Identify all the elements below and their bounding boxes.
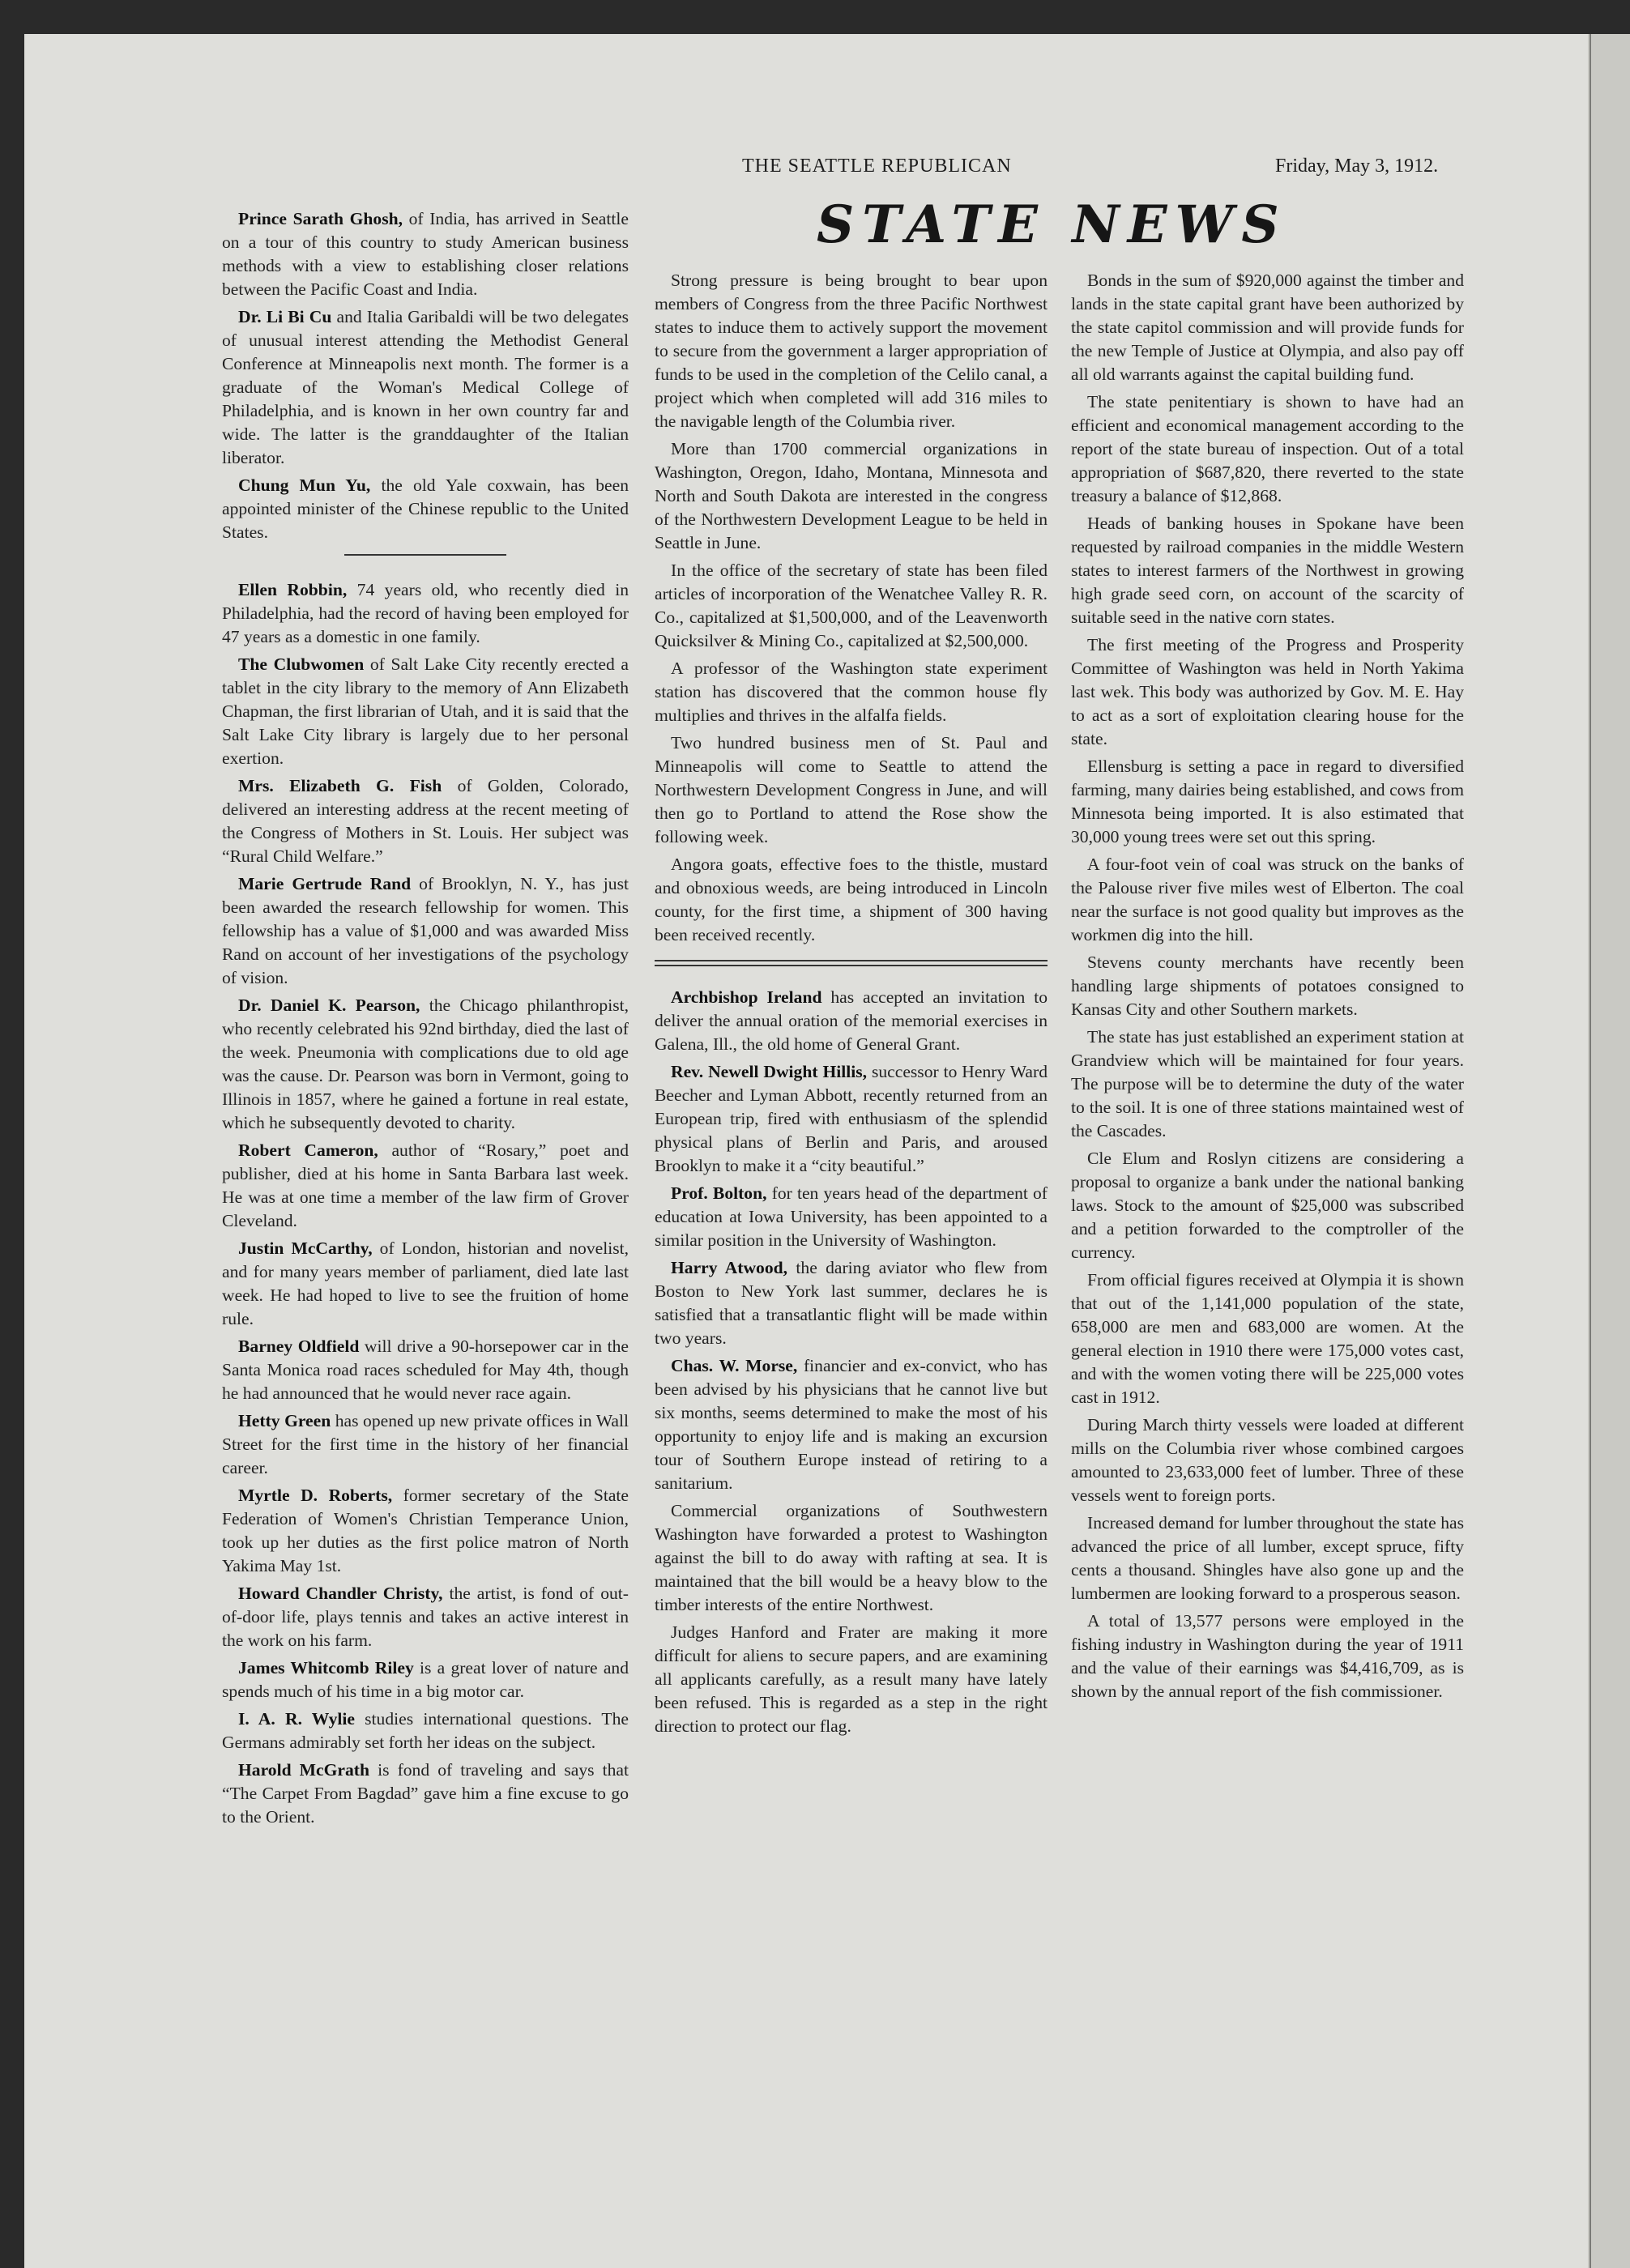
section-title: STATE NEWS [817,194,1287,255]
news-item [655,1060,1048,1178]
news-item-lead: Justin McCarthy, [238,1238,373,1258]
column-middle-block-1 [655,269,1048,947]
news-item [222,1237,629,1331]
news-item-lead: Prof. Bolton, [671,1183,767,1203]
news-item-text: will drive a 90-horsepower car in the Santa Monica road races scheduled for May 4th, though he had announced that he would never race again. [222,1336,629,1403]
news-item-text: Commercial organizations of Southwestern Washington have forwarded a protest to Washington against the bill to do away with rafting at sea. It is maintained that the bill would be a heavy blow to the timber interests of the entire Northwest. [655,1501,1048,1614]
news-item-lead: Ellen Robbin, [238,580,348,599]
news-paragraph: In the office of the secretary of state has been filed articles of incorporation of the Wenatchee Valley R. R. Co., capitalized at $1,500,000, and of the Leavenworth Quicksilver & Mining Co., capitalized at $2,500,000. [655,561,1048,650]
news-item-lead: I. A. R. Wylie [238,1709,355,1729]
news-item-lead: Dr. Li Bi Cu [238,307,332,326]
news-paragraph: The state has just established an experiment station at Grandview which will be maintained for four years. The purpose will be to determine the duty of the water to the soil. It is one of three stations maintained west of the Cascades. [1071,1027,1464,1140]
news-item-text: the daring aviator who flew from Boston to New York last summer, declares he is satisfied that a transatlantic flight will be made within two years. [655,1258,1048,1348]
news-paragraph: From official figures received at Olympia it is shown that out of the 1,141,000 population of the state, 658,000 are men and 683,000 are women. At the general election in 1910 there were 175,000 votes cast, and with the women voting there will be 225,000 votes cast in 1912. [1071,1270,1464,1407]
news-item-lead: Dr. Daniel K. Pearson, [238,995,420,1015]
news-item [222,1335,629,1405]
news-item-lead: Chung Mun Yu, [238,475,371,495]
news-item-lead: Rev. Newell Dwight Hillis, [671,1062,868,1081]
news-item [222,1139,629,1233]
news-paragraph: Angora goats, effective foes to the thistle, mustard and obnoxious weeds, are being introduced in Lincoln county, for the first time, a shipment of 300 having been received recently. [655,855,1048,944]
news-item [222,1707,629,1754]
column-left-block-1 [222,207,629,544]
news-item [222,305,629,470]
news-paragraph: Two hundred business men of St. Paul and Minneapolis will come to Seattle to attend the Northwestern Development Congress in June, and will then go to Portland to attend the Rose show the following week. [655,733,1048,846]
news-paragraph: Cle Elum and Roslyn citizens are considering a proposal to organize a bank under the national banking laws. Stock to the amount of $25,000 was subscribed and a petition forwarded to the comptroller of the currency. [1071,1149,1464,1262]
news-item-text: of Brooklyn, N. Y., has just been awarded the research fellowship for women. This fellowship has a value of $1,000 and was awarded Miss Rand on account of her investigations of the psychology of vision. [222,874,629,987]
news-item [655,986,1048,1056]
news-item-text: has accepted an invitation to deliver the annual oration of the memorial exercises in Galena, Ill., the old home of General Grant. [655,987,1048,1054]
news-paragraph: During March thirty vessels were loaded at different mills on the Columbia river whose combined cargoes amounted to 23,633,000 feet of lumber. Three of these vessels went to foreign ports. [1071,1415,1464,1505]
news-item [222,1656,629,1703]
news-item-text: of India, has arrived in Seattle on a tour of this country to study American business methods with a view to establishing closer relations between the Pacific Coast and India. [222,209,629,299]
dateline: Friday, May 3, 1912. [1275,156,1439,177]
news-item-text: former secretary of the State Federation of Women's Christian Temperance Union, took up her duties as the first police matron of North Yakima May 1st. [222,1486,629,1575]
news-item-lead: Mrs. Elizabeth G. Fish [238,776,442,795]
masthead: THE SEATTLE REPUBLICAN [742,156,1012,177]
news-item-text: studies international questions. The Germans admirably set forth her ideas on the subject. [222,1709,629,1752]
news-item [655,1256,1048,1350]
news-item-lead: Hetty Green [238,1411,331,1430]
news-item [655,1354,1048,1495]
page-edge-line [1589,34,1591,2268]
column-middle-block-2 [655,986,1048,1738]
news-item-text: of London, historian and novelist, and for many years member of parliament, died late last week. He had hoped to live to see the fruition of home rule. [222,1238,629,1328]
news-item [222,774,629,868]
news-item [222,1409,629,1480]
news-item [222,653,629,770]
column-right-block [1071,269,1464,1703]
news-item-text: author of “Rosary,” poet and publisher, died at his home in Santa Barbara last week. He was at one time a member of the law firm of Grover Cleveland. [222,1140,629,1230]
news-item-text: for ten years head of the department of education at Iowa University, has been appointed to a similar position in the University of Washington. [655,1183,1048,1250]
news-item [222,578,629,649]
news-item [222,1582,629,1652]
column-divider-rule [344,554,506,556]
news-paragraph: Bonds in the sum of $920,000 against the timber and lands in the state capital grant have been authorized by the state capitol commission and will provide funds for the new Temple of Justice at Olympia, and also pay off all old warrants against the capital building fund. [1071,271,1464,384]
news-item-lead: Marie Gertrude Rand [238,874,412,893]
news-item-text: and Italia Garibaldi will be two delegates of unusual interest attending the Methodist General Conference at Minneapolis next month. The former is a graduate of the Woman's Medical College of Philadelphia, and is known in her own country far and wide. The latter is the granddaughter of the Italian liberator. [222,307,629,467]
news-item-text: financier and ex-convict, who has been advised by his physicians that he cannot live but six months, seems determined to make the most of his opportunity to enjoy life and is making an excursion tour of Southern Europe instead of retiring to a sanitarium. [655,1356,1048,1493]
news-item-text: of Salt Lake City recently erected a tablet in the city library to the memory of Ann Elizabeth Chapman, the first librarian of Utah, and it is said that the Salt Lake City library is largely due to her personal exertion. [222,654,629,768]
news-paragraph: Stevens county merchants have recently been handling large shipments of potatoes consigned to Kansas City and other Southern markets. [1071,953,1464,1019]
news-item-lead: Harold McGrath [238,1760,370,1780]
news-item-lead: Robert Cameron, [238,1140,378,1160]
news-item [222,1484,629,1578]
news-item [222,474,629,544]
news-item [655,1182,1048,1252]
news-item-lead: Howard Chandler Christy, [238,1584,443,1603]
news-paragraph: Strong pressure is being brought to bear upon members of Congress from the three Pacific Northwest states to induce them to actively support the movement to secure from the government a larger appropriation of funds to be used in the completion of the Celilo canal, a project which when completed will add 316 miles to the navigable length of the Columbia river. [655,271,1048,431]
column-double-rule [655,960,1048,966]
news-item-lead: Chas. W. Morse, [671,1356,798,1375]
news-item [222,207,629,301]
page-edge [1588,34,1630,2268]
news-item-lead: Archbishop Ireland [671,987,822,1007]
news-paragraph: A four-foot vein of coal was struck on the banks of the Palouse river five miles west of Elberton. The coal near the surface is not good quality but improves as the workmen dig into the hill. [1071,855,1464,944]
news-item [222,1759,629,1829]
news-paragraph: The first meeting of the Progress and Prosperity Committee of Washington was held in North Yakima last wek. This body was authorized by Gov. M. E. Hay to act as a sort of exploitation clearing house for the state. [1071,635,1464,748]
news-item-lead: Prince Sarath Ghosh, [238,209,403,228]
news-item-lead: Myrtle D. Roberts, [238,1486,393,1505]
column-left [222,207,629,1833]
news-paragraph: A total of 13,577 persons were employed in the fishing industry in Washington during the year of 1911 and the value of their earnings was $4,416,709, as is shown by the annual report of the fish commissioner. [1071,1611,1464,1701]
news-item-lead: Barney Oldfield [238,1336,360,1356]
news-item-text: the artist, is fond of out-of-door life, plays tennis and takes an active interest in the work on his farm. [222,1584,629,1650]
news-paragraph: Increased demand for lumber throughout the state has advanced the price of all lumber, except spruce, fifty cents a thousand. Shingles have also gone up and the lumbermen are looking forward to a prosperous season. [1071,1513,1464,1603]
news-item-text: Judges Hanford and Frater are making it more difficult for aliens to secure papers, and are examining all applicants carefully, as a result many have lately been refused. This is regarded as a step in the right direction to protect our flag. [655,1622,1048,1736]
news-item [222,994,629,1135]
news-item-text: successor to Henry Ward Beecher and Lyman Abbott, recently returned from an European trip, fired with enthusiasm of the splendid physical plans of Berlin and Paris, and aroused Brooklyn to make it a “city beautiful.” [655,1062,1048,1175]
news-item-text: is fond of traveling and says that “The Carpet From Bagdad” gave him a fine excuse to go to the Orient. [222,1760,629,1827]
news-item-text: the Chicago philanthropist, who recently celebrated his 92nd birthday, died the last of the week. Pneumonia with complications due to old age was the cause. Dr. Pearson was born in Vermont, going to Illinois in 1857, where he gained a fortune in real estate, which he subsequently devoted to charity. [222,995,629,1132]
news-paragraph: More than 1700 commercial organizations in Washington, Oregon, Idaho, Montana, Minnesota and North and South Dakota are interested in the congress of the Northwestern Development League to be held in Seattle in June. [655,439,1048,552]
news-item-text: is a great lover of nature and spends much of his time in a big motor car. [222,1658,629,1701]
news-item-text: of Golden, Colorado, delivered an interesting address at the recent meeting of the Congress of Mothers in St. Louis. Her subject was “Rural Child Welfare.” [222,776,629,866]
news-paragraph: Ellensburg is setting a pace in regard to diversified farming, many dairies being established, and cows from Minnesota being imported. It is also estimated that 30,000 young trees were set out this spring. [1071,757,1464,846]
column-middle [655,269,1048,1742]
column-left-block-2 [222,578,629,1829]
news-item-text: the old Yale coxwain, has been appointed minister of the Chinese republic to the United States. [222,475,629,542]
column-right [1071,269,1464,1707]
news-item [655,1499,1048,1617]
news-paragraph: Heads of banking houses in Spokane have been requested by railroad companies in the middle Western states to interest farmers of the Northwest in growing high grade seed corn, on account of the scarcity of suitable seed in the native corn states. [1071,514,1464,627]
news-item-lead: James Whitcomb Riley [238,1658,414,1678]
news-item [655,1621,1048,1738]
news-item-text: 74 years old, who recently died in Philadelphia, had the record of having been employed for 47 years as a domestic in one family. [222,580,629,646]
news-paragraph: The state penitentiary is shown to have had an efficient and economical management according to the report of the state bureau of inspection. Out of a total appropriation of $687,820, there reverted to the state treasury a balance of $12,868. [1071,392,1464,505]
news-item-text: has opened up new private offices in Wall Street for the first time in the history of her financial career. [222,1411,629,1477]
news-item-lead: The Clubwomen [238,654,365,674]
news-item [222,872,629,990]
news-item-lead: Harry Atwood, [671,1258,788,1277]
news-paragraph: A professor of the Washington state experiment station has discovered that the common house fly multiplies and thrives in the alfalfa fields. [655,659,1048,725]
